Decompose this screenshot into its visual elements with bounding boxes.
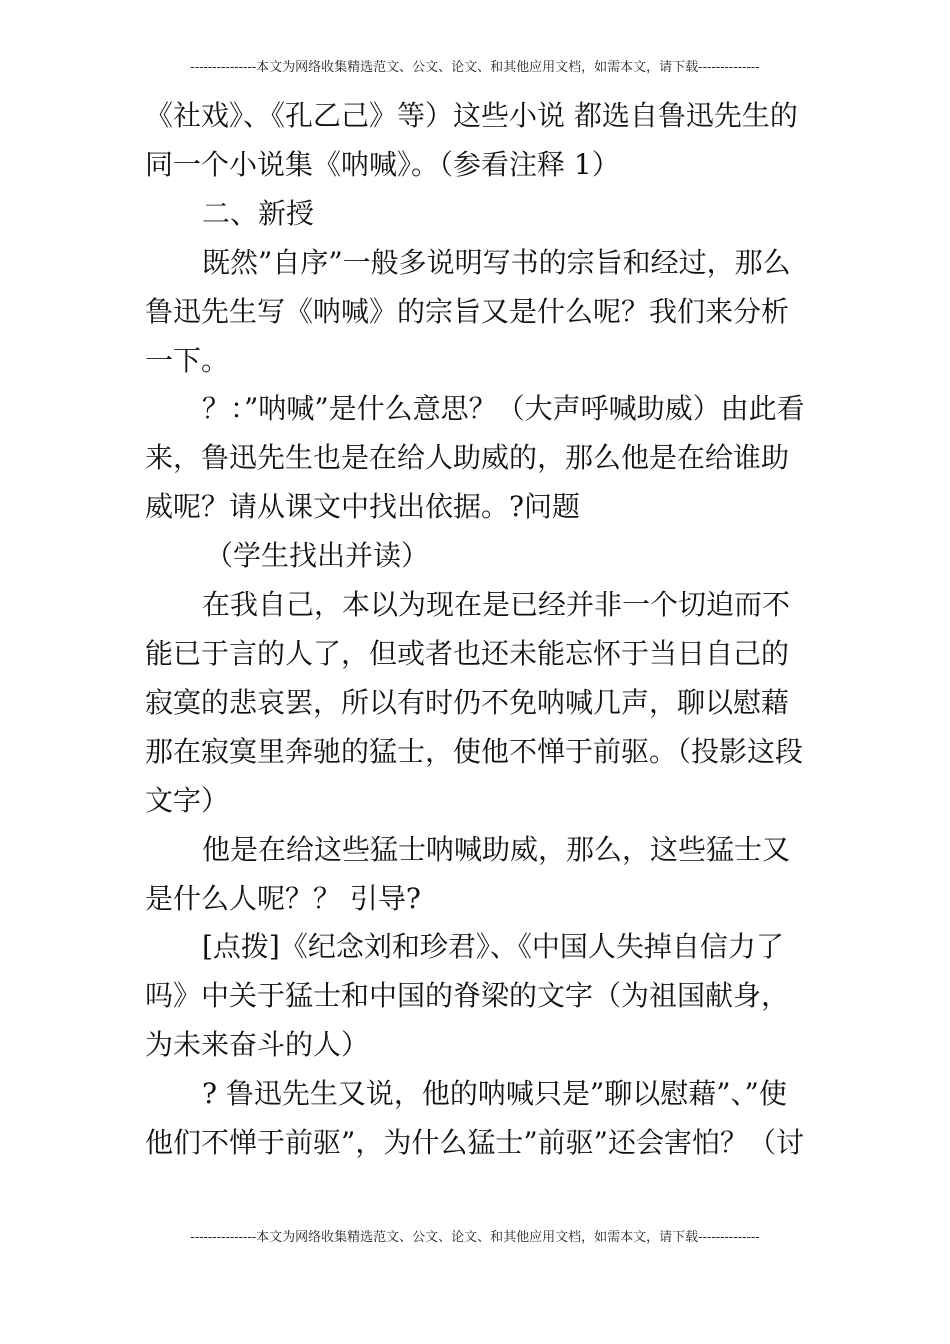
paragraph-warriors: 他是在给这些猛士呐喊助威，那么，这些猛士又是什么人呢？？ 引导? (145, 832, 791, 915)
document-body (145, 92, 810, 1168)
paragraph-student-activity: （学生找出并读） (205, 539, 430, 573)
paragraph-continuation: 《社戏》、《孔乙己》等）这些小说 都选自鲁迅先生的同一个小说集《呐喊》。（参看注释 1） (145, 99, 798, 181)
paragraph-discussion: ? 鲁迅先生又说，他的呐喊只是”聊以慰藉”、”使他们不惮于前驱”，为什么猛士”前驱”还会害怕？（讨 (145, 1077, 804, 1160)
paragraph-hint: [点拨]《纪念刘和珍君》、《中国人失掉自信力了吗》中关于猛士和中国的脊梁的文字（为祖国献身，为未来奋斗的人） (145, 930, 790, 1062)
page-header: ---------------本文为网络收集精选范文、公文、论文、和其他应用文档，如需本文，请下载-------------- (190, 60, 760, 75)
paragraph-quotation: 在我自己，本以为现在是已经并非一个切迫而不能已于言的人了，但或者也还未能忘怀于当日自己的寂寞的悲哀罢，所以有时仍不免呐喊几声，聊以慰藉那在寂寞里奔驰的猛士，使他不惮于前驱。（投影这段文字） (145, 588, 804, 817)
page-footer: ---------------本文为网络收集精选范文、公文、论文、和其他应用文档，如需本文，请下载-------------- (190, 1230, 760, 1245)
paragraph-question-purpose: 既然”自序”一般多说明写书的宗旨和经过，那么鲁迅先生写《呐喊》的宗旨又是什么呢？我们来分析一下。 (145, 245, 791, 377)
paragraph-question-meaning: ？：”呐喊”是什么意思？（大声呼喊助威）由此看来，鲁迅先生也是在给人助威的，那么他是在给谁助威呢？请从课文中找出依据。?问题 (145, 392, 805, 524)
section-heading: 二、新授 (202, 196, 315, 230)
